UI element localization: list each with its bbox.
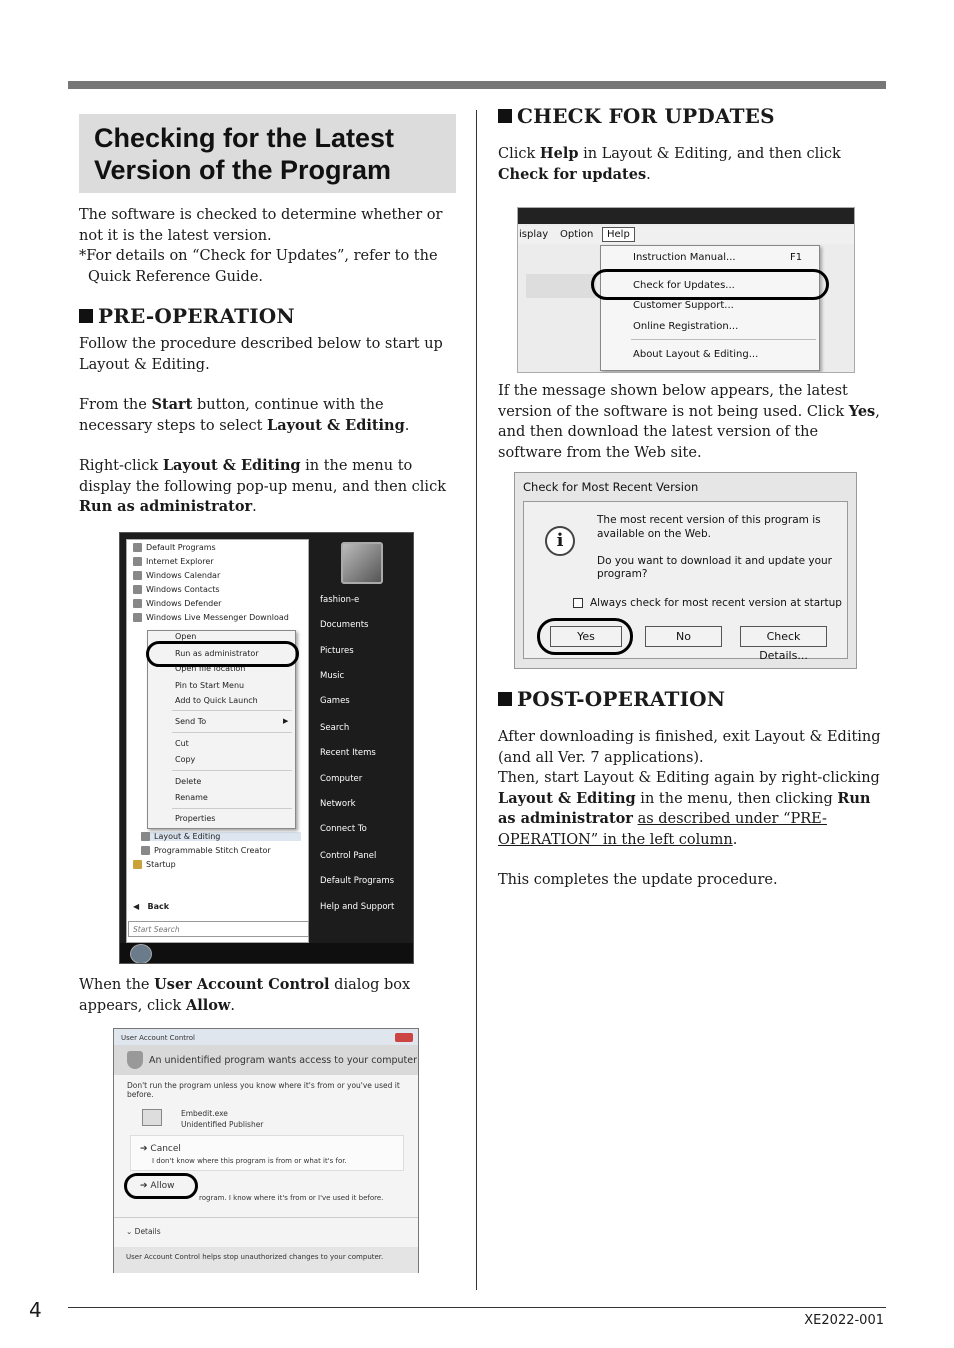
layout-editing-item[interactable]: Layout & Editing: [141, 832, 301, 841]
startup-check-checkbox[interactable]: [573, 598, 583, 608]
list-item[interactable]: fashion-e: [320, 595, 360, 605]
square-bullet-icon: [79, 309, 93, 323]
page-title: Checking for the Latest Version of the Program: [79, 114, 456, 193]
help-dropdown: [600, 245, 820, 371]
pre-p1: Follow the procedure described below to start up Layout & Editing.: [79, 336, 443, 373]
taskbar: [120, 943, 414, 964]
menu-item-rename[interactable]: Rename: [175, 793, 208, 802]
top-rule: [68, 81, 886, 89]
shield-icon: [127, 1051, 143, 1069]
left-column: [79, 114, 456, 518]
list-item[interactable]: Documents: [320, 620, 369, 630]
list-item[interactable]: Connect To: [320, 824, 367, 834]
list-item: Internet Explorer: [133, 557, 214, 566]
uac-footer: User Account Control helps stop unauthorized changes to your computer.: [126, 1253, 384, 1261]
pre-p4: When the User Account Control dialog box appears, click Allow.: [79, 976, 411, 1014]
list-item[interactable]: Control Panel: [320, 851, 377, 861]
post-body: [498, 727, 883, 891]
list-item: Startup: [133, 860, 176, 869]
footer-rule: [68, 1307, 886, 1308]
check-p1: Click Help in Layout & Editing, and then click Check for updates.: [498, 145, 841, 183]
menu-item-support[interactable]: Customer Support...: [633, 300, 734, 311]
list-item: Programmable Stitch Creator: [141, 846, 271, 855]
list-item[interactable]: Music: [320, 671, 345, 681]
highlight-circle: [146, 641, 299, 667]
avatar: [341, 542, 383, 584]
post-operation-heading: POST-OPERATION: [498, 687, 725, 711]
dialog-message: Do you want to download it and update your: [597, 555, 833, 567]
right-column: [498, 104, 886, 185]
highlight-circle: [537, 618, 633, 655]
list-item[interactable]: Pictures: [320, 646, 354, 656]
dialog-title: User Account Control: [121, 1034, 195, 1042]
checkbox-label: Always check for most recent version at startup: [590, 597, 842, 609]
menu-item-send-to[interactable]: Send To: [175, 717, 207, 726]
close-icon[interactable]: [395, 1033, 413, 1042]
shortcut-label: F1: [790, 252, 803, 263]
uac-banner: An unidentified program wants access to your computer: [149, 1055, 418, 1066]
yes-button[interactable]: Yes: [550, 626, 622, 647]
menu-item-properties[interactable]: Properties: [175, 814, 216, 823]
list-item: Windows Live Messenger Download: [133, 613, 289, 622]
menu-display[interactable]: isplay: [519, 229, 549, 240]
square-bullet-icon: [498, 692, 512, 706]
allow-button[interactable]: ➔ Allow: [140, 1181, 175, 1191]
cancel-desc: I don't know where this program is from or what it's for.: [152, 1157, 347, 1165]
menu-item-run-as-admin[interactable]: Run as administrator: [175, 649, 259, 658]
divider: [172, 732, 292, 733]
intro-note: *For details on “Check for Updates”, refer to the Quick Reference Guide.: [79, 248, 438, 285]
pre-operation-heading: PRE-OPERATION: [79, 304, 456, 328]
allow-desc: rogram. I know where it's from or I've used it before.: [199, 1194, 384, 1202]
list-item[interactable]: Recent Items: [320, 748, 376, 758]
list-item: Windows Calendar: [133, 571, 220, 580]
dialog-message: The most recent version of this program is: [597, 514, 821, 526]
list-item[interactable]: Games: [320, 696, 350, 706]
highlight-circle: [124, 1173, 198, 1199]
column-divider: [476, 110, 477, 1290]
pre-p3: Right-click Layout & Editing in the menu to display the following pop-up menu, and then click Run as administrator.: [79, 457, 446, 515]
menu-item-about[interactable]: About Layout & Editing...: [633, 349, 759, 360]
highlight-circle: [591, 269, 829, 300]
page-number: 4: [29, 1298, 42, 1322]
list-item: Windows Contacts: [133, 585, 220, 594]
post-p3: This completes the update procedure.: [498, 872, 778, 888]
no-button[interactable]: No: [645, 626, 722, 647]
divider: [172, 710, 292, 711]
square-bullet-icon: [498, 109, 512, 123]
menu-item-registration[interactable]: Online Registration...: [633, 321, 739, 332]
list-item: Windows Defender: [133, 599, 221, 608]
pre-p2: From the Start button, continue with the necessary steps to select Layout & Editing.: [79, 396, 410, 434]
list-item[interactable]: Computer: [320, 774, 363, 784]
cancel-button[interactable]: ➔ Cancel: [140, 1144, 181, 1154]
post-p2: Then, start Layout & Editing again by right-clicking Layout & Editing in the menu, then clicking Run as administrator as described under “PRE-OPERATION” in the left column.: [498, 770, 880, 848]
uac-dialog-screenshot: [113, 1028, 419, 1273]
uac-warning: Don't run the program unless you know where it's from or you've used it before.: [127, 1081, 400, 1099]
info-icon: i: [545, 526, 575, 556]
menu-item-cut[interactable]: Cut: [175, 739, 189, 748]
dialog-title: Check for Most Recent Version: [523, 480, 699, 494]
publisher-name: Unidentified Publisher: [181, 1120, 264, 1129]
post-p1: After downloading is finished, exit Layout & Editing (and all Ver. 7 applications).: [498, 729, 881, 766]
list-item[interactable]: Default Programs: [320, 876, 395, 886]
divider: [172, 770, 292, 771]
menu-item-pin[interactable]: Pin to Start Menu: [175, 681, 245, 690]
dialog-message: program?: [597, 568, 648, 580]
document-code: XE2022-001: [804, 1313, 884, 1328]
program-name: Embedit.exe: [181, 1109, 228, 1118]
list-item[interactable]: Search: [320, 723, 350, 733]
back-button[interactable]: ◀ Back: [133, 902, 170, 911]
list-item[interactable]: Help and Support: [320, 902, 395, 912]
arrow-right-icon: ▶: [283, 717, 289, 725]
menu-item-manual[interactable]: Instruction Manual...: [633, 252, 736, 263]
menu-item-check-updates[interactable]: Check for Updates...: [633, 280, 735, 291]
check-p2: If the message shown below appears, the latest version of the software is not being used. Click Yes, and then download the latest version of the software from the Web site.: [498, 383, 880, 461]
check-updates-heading: CHECK FOR UPDATES: [498, 104, 886, 128]
menu-item-delete[interactable]: Delete: [175, 777, 202, 786]
divider: [172, 808, 292, 809]
menu-item-copy[interactable]: Copy: [175, 755, 196, 764]
check-details-button[interactable]: Check Details...: [740, 626, 827, 647]
list-item[interactable]: Network: [320, 799, 356, 809]
program-icon: [142, 1109, 162, 1126]
menu-option[interactable]: Option: [560, 229, 594, 240]
menu-item-quick-launch[interactable]: Add to Quick Launch: [175, 696, 258, 705]
start-menu-right-pane: [313, 539, 410, 943]
dialog-message: available on the Web.: [597, 528, 711, 540]
list-item: Default Programs: [133, 543, 216, 552]
details-toggle[interactable]: ⌄ Details: [126, 1227, 161, 1236]
start-orb-icon[interactable]: [130, 944, 152, 964]
menu-item-open-location[interactable]: Open file location: [175, 664, 246, 673]
menu-item-open[interactable]: Open: [175, 632, 197, 641]
intro-text: The software is checked to determine whether or not it is the latest version.: [79, 207, 443, 244]
start-search-input[interactable]: Start Search: [128, 921, 309, 937]
menu-help[interactable]: Help: [602, 227, 635, 242]
